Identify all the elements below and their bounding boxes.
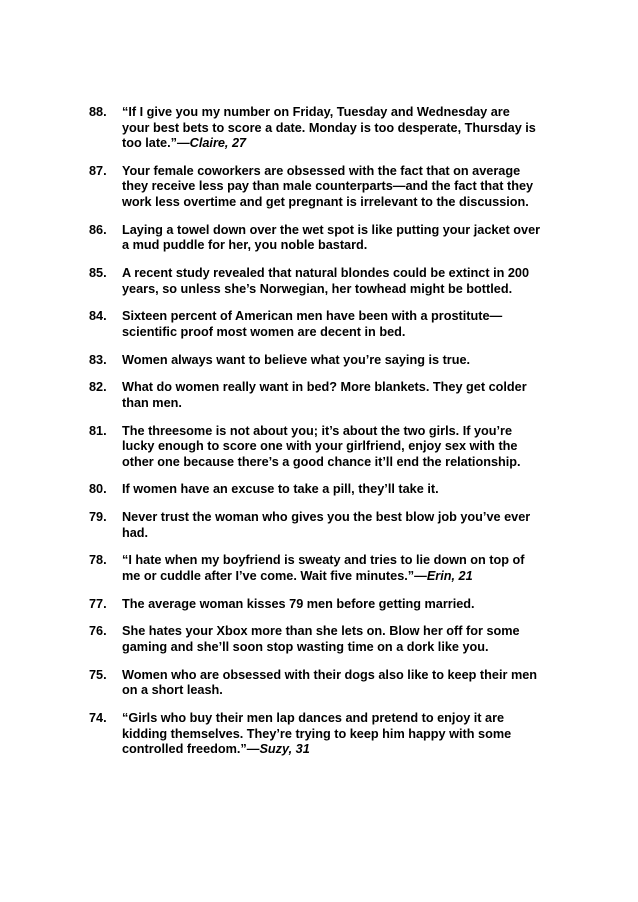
item-text — [122, 553, 559, 584]
item-body: “Girls who buy their men lap dances and pretend to enjoy it are kidding themselves. They’re trying to keep him happy with some controlled freedom.” — [122, 710, 512, 757]
item-number: 83. — [89, 352, 107, 367]
list-item — [89, 668, 559, 699]
item-text — [122, 380, 559, 411]
item-number: 74. — [89, 710, 107, 725]
list-item — [89, 597, 559, 613]
item-number: 75. — [89, 667, 107, 682]
item-text — [122, 266, 559, 297]
item-number: 84. — [89, 309, 107, 324]
item-text — [122, 597, 559, 613]
item-number: 78. — [89, 553, 107, 568]
item-text — [122, 424, 559, 471]
list-item — [89, 353, 559, 369]
item-number: 77. — [89, 596, 107, 611]
item-number: 81. — [89, 423, 107, 438]
item-number: 87. — [89, 163, 107, 178]
list-item — [89, 309, 559, 340]
item-body: She hates your Xbox more than she lets on. Blow her off for some gaming and she’ll soon stop wasting time on a dork like you. — [122, 624, 520, 654]
list-item — [89, 164, 559, 211]
item-attribution: —Suzy, 31 — [246, 742, 310, 757]
item-body: Sixteen percent of American men have been with a prostitute— scientific proof most women are decent in bed. — [122, 309, 503, 339]
item-text — [122, 353, 559, 369]
item-text — [122, 309, 559, 340]
item-body: Laying a towel down over the wet spot is like putting your jacket over a mud puddle for her, you noble bastard. — [122, 222, 541, 253]
item-attribution: —Erin, 21 — [414, 569, 473, 583]
item-text — [122, 510, 559, 541]
item-text — [122, 668, 559, 699]
list-item — [89, 482, 559, 498]
item-text — [122, 105, 559, 152]
item-attribution: —Claire, 27 — [176, 136, 247, 151]
list-item — [89, 105, 559, 152]
item-body: A recent study revealed that natural blondes could be extinct in 200 years, so unless she’s Norwegian, her towhead might be bottled. — [122, 266, 530, 296]
item-number: 86. — [89, 222, 107, 237]
item-number: 76. — [89, 624, 107, 639]
item-number: 80. — [89, 482, 107, 497]
item-body: “I hate when my boyfriend is sweaty and tries to lie down on top of me or cuddle after I’ve come. Wait five minutes.” — [122, 553, 525, 583]
item-body: If women have an excuse to take a pill, they’ll take it. — [122, 482, 439, 497]
item-body: What do women really want in bed? More blankets. They get colder than men. — [122, 380, 527, 410]
item-text — [122, 711, 559, 758]
list-item — [89, 553, 559, 584]
list-item — [89, 711, 559, 758]
numbered-list — [89, 105, 559, 770]
item-body: Your female coworkers are obsessed with the fact that on average they receive less pay than male counterparts—and the fact that they work less overtime and get pregnant is irrelevant to the discussion. — [122, 163, 534, 210]
item-body: “If I give you my number on Friday, Tuesday and Wednesday are your best bets to score a date. Monday is too desperate, Thursday is too late.” — [122, 105, 536, 151]
item-body: Women always want to believe what you’re saying is true. — [122, 352, 471, 367]
item-number: 88. — [89, 105, 107, 119]
item-number: 79. — [89, 510, 107, 525]
list-item — [89, 510, 559, 541]
item-number: 82. — [89, 380, 107, 395]
list-item — [89, 223, 559, 254]
item-body: Never trust the woman who gives you the best blow job you’ve ever had. — [122, 510, 531, 540]
item-body: The threesome is not about you; it’s about the two girls. If you’re lucky enough to score one with your girlfriend, enjoy sex with the other one because there’s a good chance it’ll end the relationship. — [122, 423, 521, 469]
list-item — [89, 380, 559, 411]
item-number: 85. — [89, 266, 107, 281]
item-body: The average woman kisses 79 men before getting married. — [122, 596, 475, 611]
list-item — [89, 266, 559, 297]
item-text — [122, 223, 559, 254]
list-item — [89, 424, 559, 471]
item-body: Women who are obsessed with their dogs also like to keep their men on a short leash. — [122, 667, 538, 698]
list-item — [89, 624, 559, 655]
item-text — [122, 164, 559, 211]
item-text — [122, 482, 559, 498]
item-text — [122, 624, 559, 655]
